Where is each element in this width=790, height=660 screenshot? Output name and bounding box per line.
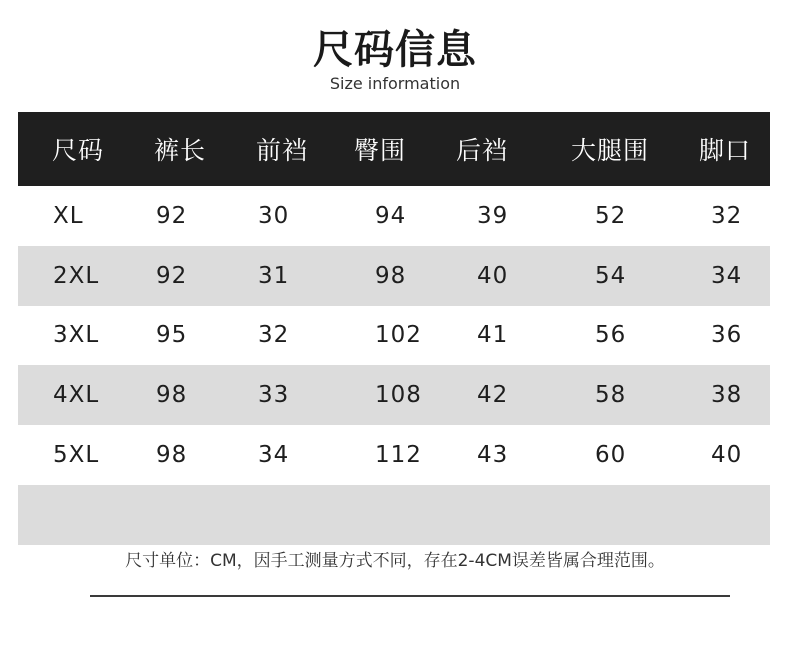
- table-cell: 2XL: [53, 262, 100, 289]
- divider: [90, 595, 730, 597]
- table-cell: 43: [477, 442, 509, 469]
- table-cell: 36: [711, 322, 743, 349]
- table-row: [18, 425, 770, 485]
- table-row: [18, 246, 770, 306]
- page-title: 尺码信息: [313, 27, 477, 73]
- header-cell-leg-opening: 脚口: [699, 136, 752, 165]
- table-cell: 30: [258, 202, 290, 229]
- table-cell: 92: [156, 262, 188, 289]
- table-cell: 58: [595, 382, 627, 409]
- table-cell: 92: [156, 202, 188, 229]
- table-cell: 34: [711, 262, 743, 289]
- table-cell: 108: [375, 382, 422, 409]
- table-cell: 42: [477, 382, 509, 409]
- header-cell-front-rise: 前裆: [256, 136, 309, 165]
- table-cell: 52: [595, 202, 627, 229]
- header-cell-length: 裤长: [154, 136, 207, 165]
- table-cell: 34: [258, 442, 290, 469]
- table-cell: 95: [156, 322, 188, 349]
- table-cell: 40: [477, 262, 509, 289]
- table-row: [18, 365, 770, 425]
- table-header-row: [18, 112, 770, 186]
- table-cell: XL: [53, 202, 84, 229]
- table-cell: 31: [258, 262, 290, 289]
- table-cell: 112: [375, 442, 422, 469]
- table-cell: 60: [595, 442, 627, 469]
- table-row: [18, 306, 770, 366]
- table-cell: 32: [711, 202, 743, 229]
- table-cell: 54: [595, 262, 627, 289]
- table-cell: 32: [258, 322, 290, 349]
- table-cell: 94: [375, 202, 407, 229]
- table-cell: 38: [711, 382, 743, 409]
- table-cell: 56: [595, 322, 627, 349]
- table-row-empty: [18, 485, 770, 545]
- table-cell: 98: [375, 262, 407, 289]
- table-cell: 102: [375, 322, 422, 349]
- header-cell-back-rise: 后裆: [456, 136, 509, 165]
- header-cell-hip: 臀围: [354, 136, 407, 165]
- size-table: [18, 112, 770, 545]
- table-cell: 5XL: [53, 442, 100, 469]
- table-row: [18, 186, 770, 246]
- table-cell: 41: [477, 322, 509, 349]
- header-cell-thigh: 大腿围: [571, 136, 650, 165]
- page-subtitle: Size information: [329, 74, 461, 93]
- table-cell: 39: [477, 202, 509, 229]
- table-cell: 3XL: [53, 322, 100, 349]
- table-cell: 98: [156, 382, 188, 409]
- measurement-note: 尺寸单位：CM，因手工测量方式不同，存在2-4CM误差皆属合理范围。: [125, 551, 665, 571]
- table-cell: 98: [156, 442, 188, 469]
- table-cell: 4XL: [53, 382, 100, 409]
- header-cell-size: 尺码: [52, 136, 105, 165]
- table-cell: 33: [258, 382, 290, 409]
- table-cell: 40: [711, 442, 743, 469]
